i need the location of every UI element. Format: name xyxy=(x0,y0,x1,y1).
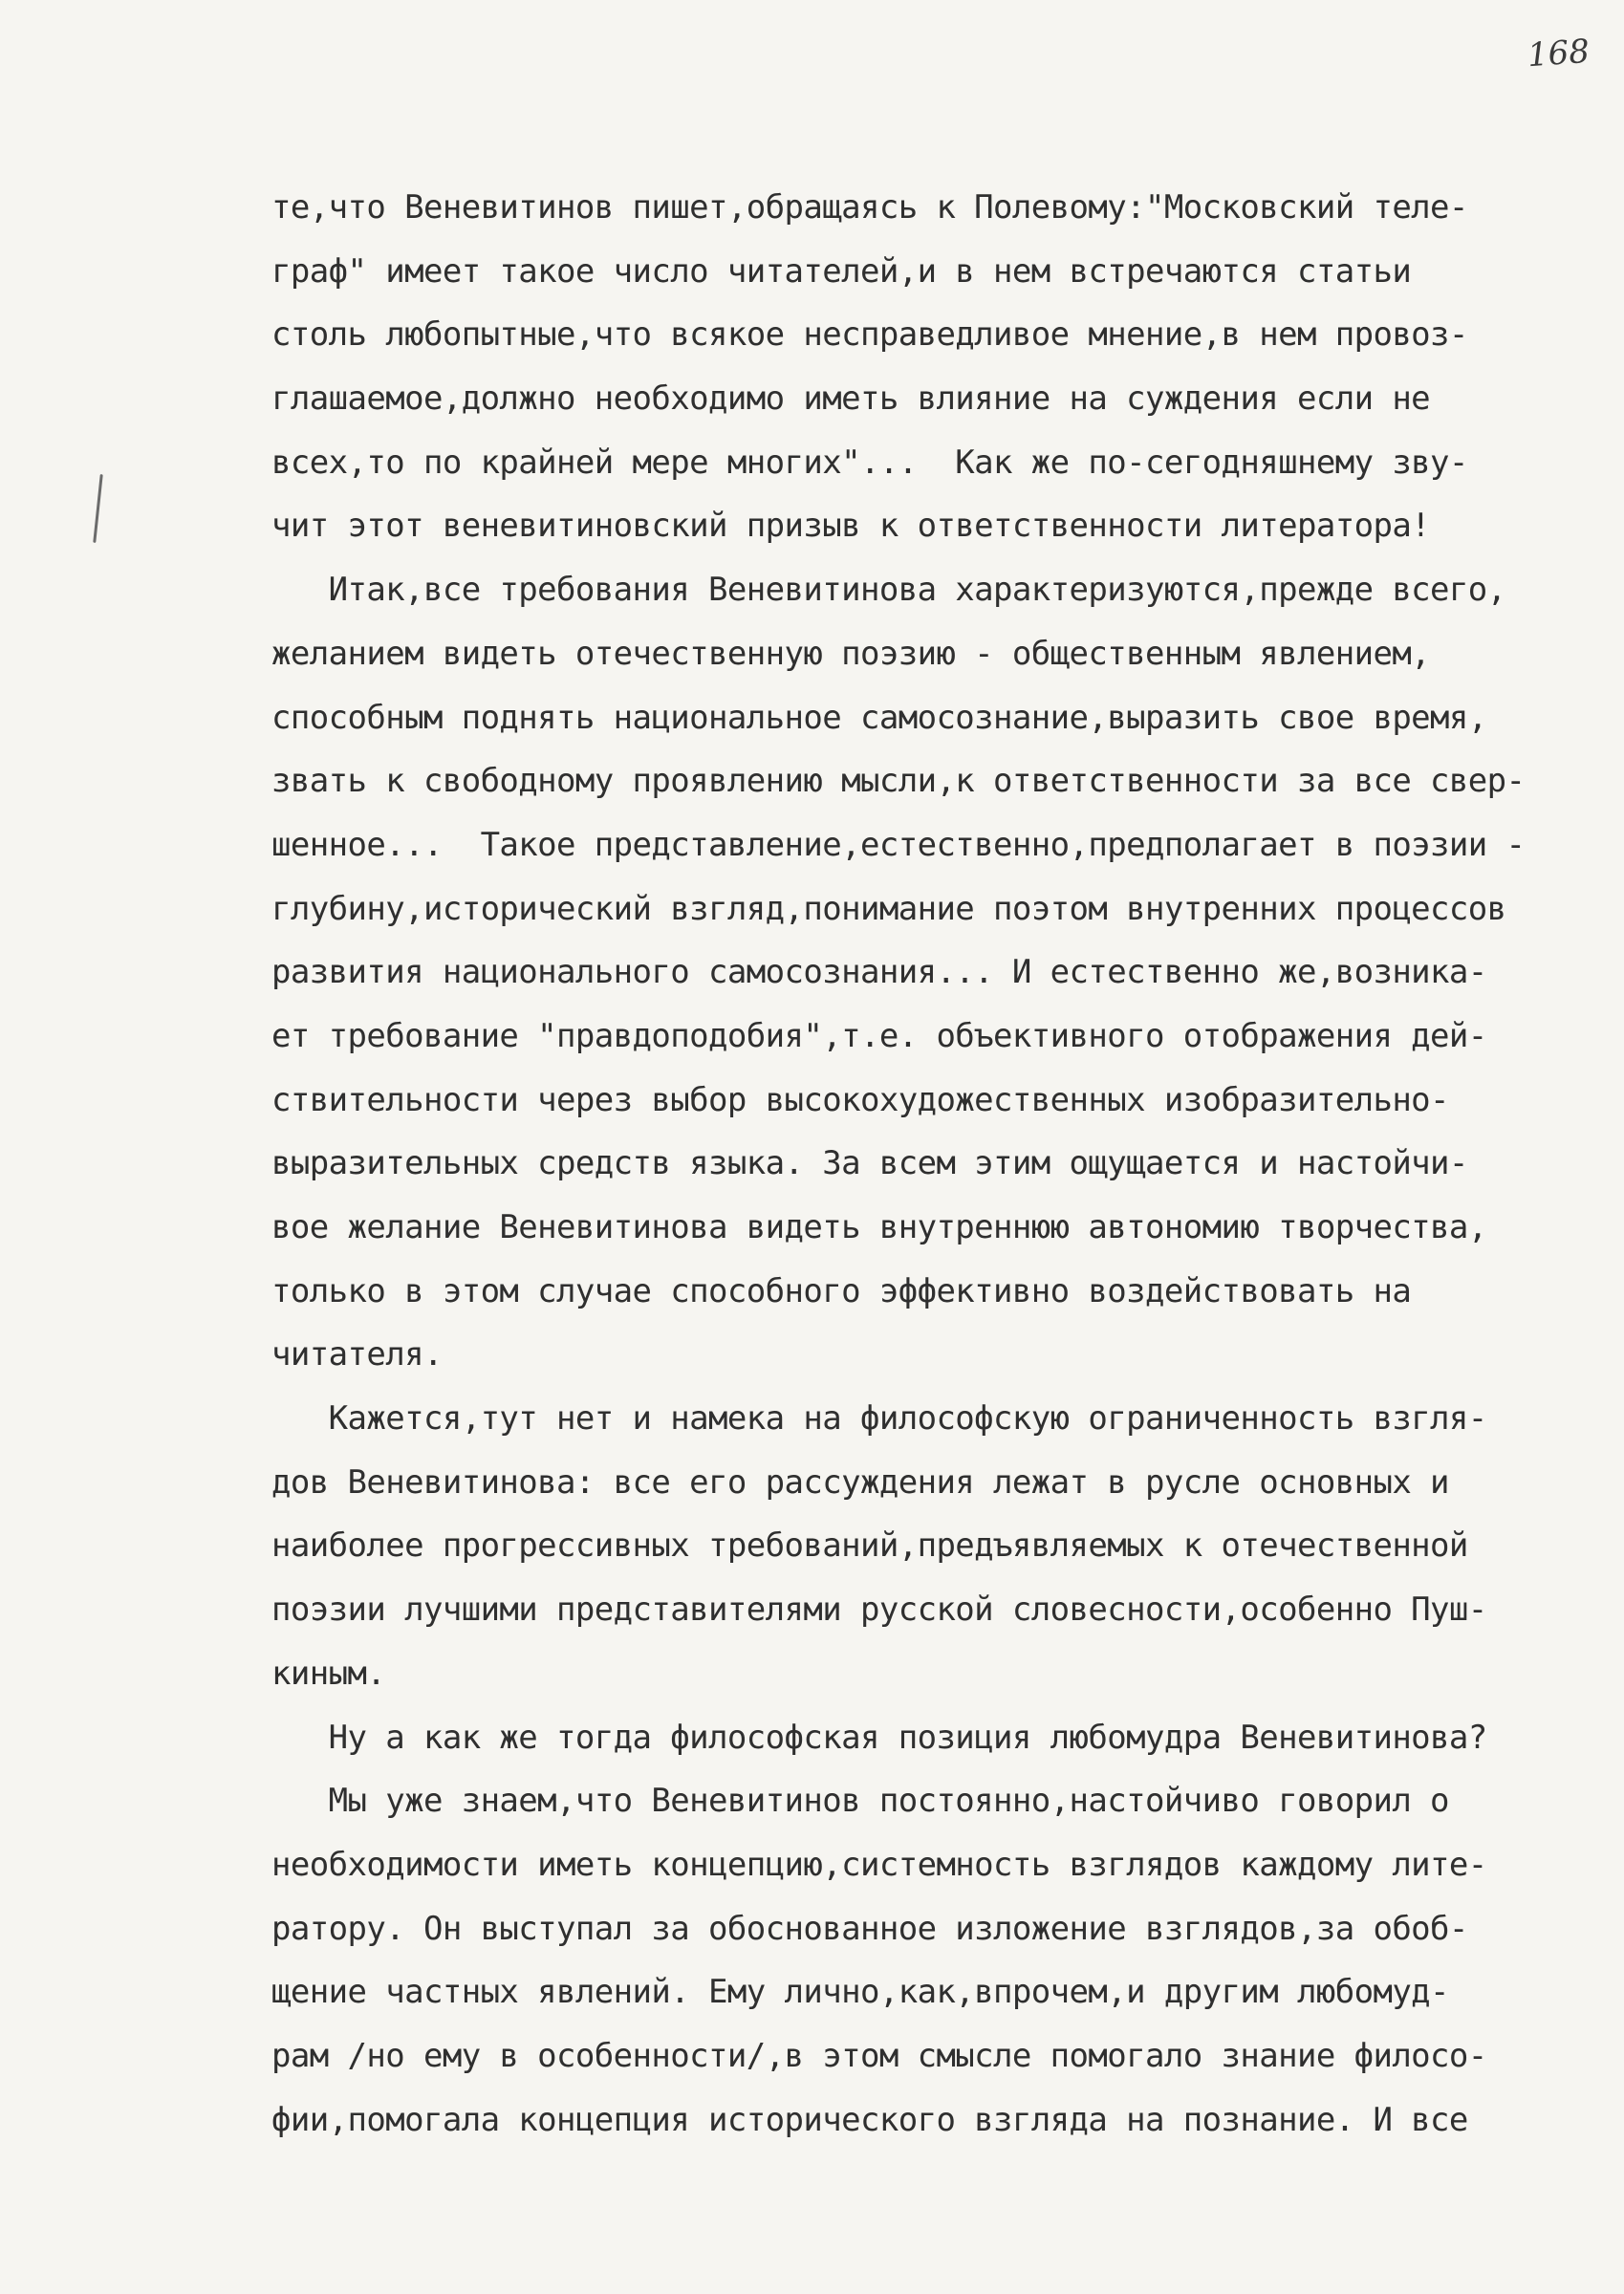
text-line: звать к свободному проявлению мысли,к ответственности за все свер- xyxy=(271,762,1526,801)
text-line: выразительных средств языка. За всем этим ощущается и настойчи- xyxy=(271,1144,1468,1183)
text-line: наиболее прогрессивных требований,предъявляемых к отечественной xyxy=(271,1526,1468,1566)
text-line: только в этом случае способного эффективно воздействовать на xyxy=(271,1271,1412,1310)
text-line: шенное... Такое представление,естественно,предполагает в поэзии - xyxy=(271,825,1526,864)
text-line: Мы уже знаем,что Веневитинов постоянно,настойчиво говорил о xyxy=(271,1782,1449,1821)
text-line: ет требование "правдоподобия",т.е. объективного отображения дей- xyxy=(271,1016,1487,1055)
text-line: желанием видеть отечественную поэзию - общественным явлением, xyxy=(271,634,1431,673)
text-line: Ну а как же тогда философская позиция любомудра Веневитинова? xyxy=(271,1718,1487,1757)
text-line: развития национального самосознания... И естественно же,возника- xyxy=(271,953,1487,992)
typed-text-body xyxy=(271,176,1591,2152)
text-line: киным. xyxy=(271,1654,386,1693)
text-line: вое желание Веневитинова видеть внутреннюю автономию творчества, xyxy=(271,1208,1487,1246)
text-line: глашаемое,должно необходимо иметь влияние на суждения если не xyxy=(271,379,1431,419)
text-line: граф" имеет такое число читателей,и в нем встречаются статьи xyxy=(271,251,1412,291)
text-line: всех,то по крайней мере многих"... Как же по-сегодняшнему зву- xyxy=(271,443,1468,482)
text-line: необходимости иметь концепцию,системность взглядов каждому лите- xyxy=(271,1845,1487,1884)
text-line: чит этот веневитиновский призыв к ответственности литератора! xyxy=(271,507,1431,546)
text-line: Итак,все требования Веневитинова характеризуются,прежде всего, xyxy=(271,571,1506,610)
margin-pencil-mark xyxy=(93,474,103,543)
text-line: фии,помогала концепция исторического взгляда на познание. И все xyxy=(271,2100,1468,2139)
text-line: щение частных явлений. Ему лично,как,впрочем,и другим любомуд- xyxy=(271,1973,1449,2012)
text-line: те,что Веневитинов пишет,обращаясь к Полевому:"Московский теле- xyxy=(271,188,1468,227)
text-line: рам /но ему в особенности/,в этом смысле помогало знание филосо- xyxy=(271,2036,1487,2075)
text-line: ратору. Он выступал за обоснованное изложение взглядов,за обоб- xyxy=(271,1909,1468,1948)
text-line: ствительности через выбор высокохудожественных изобразительно- xyxy=(271,1080,1449,1119)
text-line: дов Веневитинова: все его рассуждения лежат в русле основных и xyxy=(271,1462,1449,1502)
text-line: читателя. xyxy=(271,1335,443,1374)
text-line: столь любопытные,что всякое несправедливое мнение,в нем провоз- xyxy=(271,315,1468,355)
text-line: Кажется,тут нет и намека на философскую ограниченность взгля- xyxy=(271,1399,1487,1439)
text-line: способным поднять национальное самосознание,выразить свое время, xyxy=(271,698,1487,737)
text-line: глубину,исторический взгляд,понимание поэтом внутренних процессов xyxy=(271,889,1506,928)
text-line: поэзии лучшими представителями русской словесности,особенно Пуш- xyxy=(271,1591,1487,1630)
page-number: 168 xyxy=(1526,32,1592,76)
